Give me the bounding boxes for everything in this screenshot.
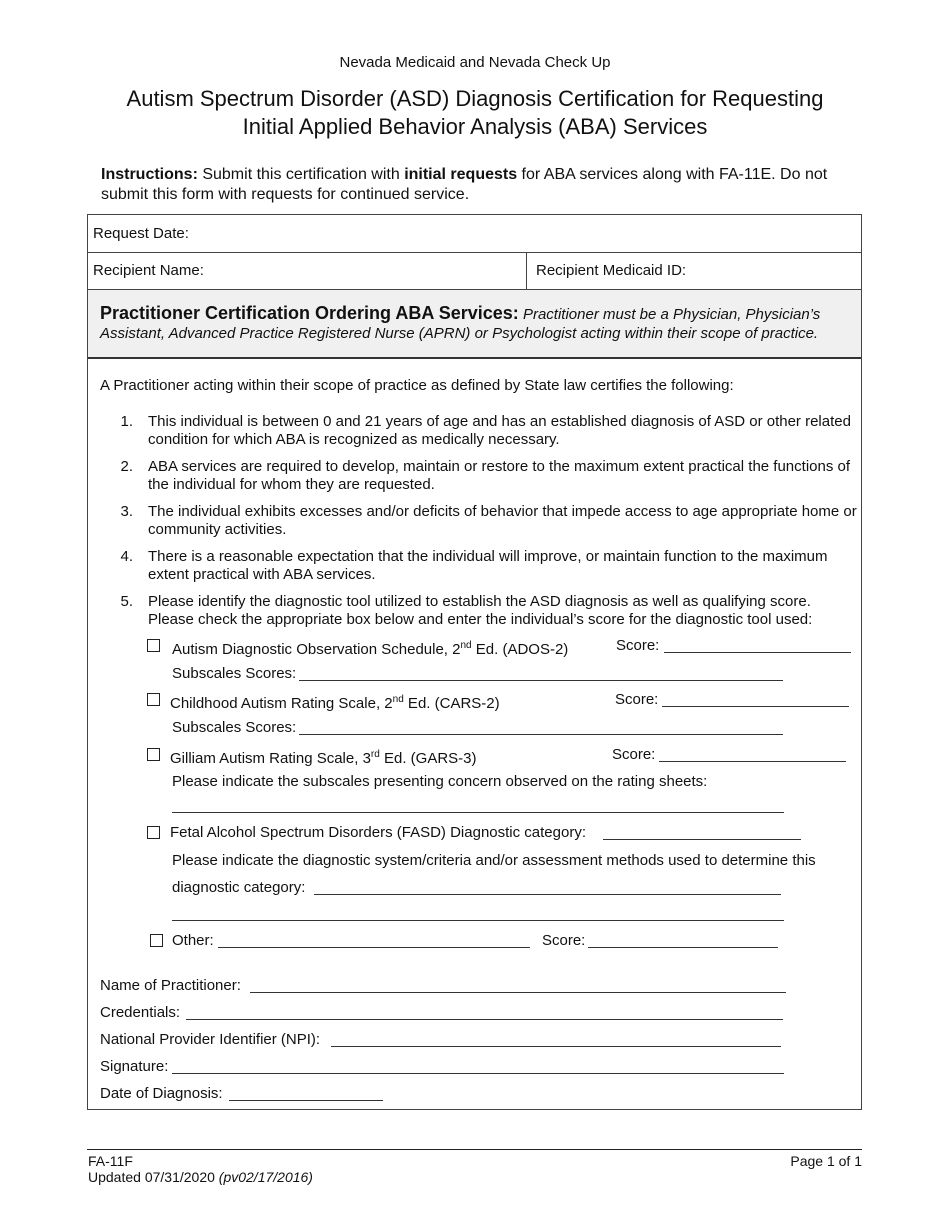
ados-score-field[interactable]	[664, 652, 851, 653]
request-date-label: Request Date:	[93, 225, 189, 242]
date-of-diagnosis-field[interactable]	[229, 1100, 383, 1101]
updated-date	[88, 1169, 313, 1185]
previous-version: (pv02/17/2016)	[218, 1169, 313, 1185]
item-number: 3.	[120, 503, 133, 520]
cars-score-field[interactable]	[662, 706, 849, 707]
practitioner-name-field[interactable]	[250, 992, 786, 993]
npi-field[interactable]	[331, 1046, 781, 1047]
gars-score-field[interactable]	[659, 761, 846, 762]
ados-name: Autism Diagnostic Observation Schedule, 2	[172, 641, 461, 658]
column-divider	[526, 252, 527, 289]
cars-label	[170, 691, 500, 713]
item-text: This individual is between 0 and 21 years of age and has an established diagnosis of ASD or other related condition for which ABA is recognized as medically necessary.	[148, 413, 851, 448]
program-name: Nevada Medicaid and Nevada Check Up	[339, 54, 611, 71]
fasd-category-field[interactable]	[603, 839, 801, 840]
form-id: FA-11F	[88, 1153, 133, 1169]
other-score-field[interactable]	[588, 947, 778, 948]
item-text: There is a reasonable expectation that the individual will improve, or maintain function to the maximum extent practical with ABA services.	[148, 548, 828, 583]
cars-subscales-label: Subscales Scores:	[172, 719, 297, 736]
instructions	[101, 165, 861, 205]
cars-name: Childhood Autism Rating Scale, 2	[170, 695, 393, 712]
certification-note: Practitioner must be a Physician, Physician’s Assistant, Advanced Practice Registered Nurse (APRN) or Psychologist acting within their scope of practice.	[100, 306, 821, 342]
other-checkbox[interactable]	[150, 934, 163, 947]
cars-score-label: Score:	[615, 691, 659, 708]
fasd-methods-field-2[interactable]	[172, 920, 784, 921]
ados-subscales-field[interactable]	[299, 680, 783, 681]
certification-text	[100, 304, 850, 343]
cars-subscales-field[interactable]	[299, 734, 783, 735]
item-number: 2.	[120, 458, 133, 475]
fasd-note: Please indicate the diagnostic system/criteria and/or assessment methods used to determine this	[172, 852, 816, 869]
title-line-1: Autism Spectrum Disorder (ASD) Diagnosis Certification for Requesting	[126, 86, 824, 111]
credentials-field[interactable]	[186, 1019, 783, 1020]
cars-checkbox[interactable]	[147, 693, 160, 706]
item-text: Please identify the diagnostic tool utilized to establish the ASD diagnosis as well as qualifying score. Please check the appropriate box below and enter the individual’s score for the diagnostic tool used:	[148, 593, 813, 628]
signature-field[interactable]	[172, 1073, 784, 1074]
gars-checkbox[interactable]	[147, 748, 160, 761]
instructions-text-2: for ABA services along with FA-11E. Do not submit this form with requests for continued service.	[101, 166, 828, 203]
ados-label	[172, 637, 568, 659]
item-number: 5.	[120, 593, 133, 610]
gars-edition: Ed. (GARS-3)	[379, 750, 477, 767]
item-number: 1.	[120, 413, 133, 430]
item-text: ABA services are required to develop, maintain or restore to the maximum extent practical the functions of the individual for whom they are requested.	[148, 458, 851, 493]
ados-score-label: Score:	[616, 637, 660, 654]
cars-ordinal: nd	[392, 694, 404, 705]
gars-subscales-field[interactable]	[172, 812, 784, 813]
date-of-diagnosis-label: Date of Diagnosis:	[100, 1085, 223, 1102]
updated-label: Updated 07/31/2020	[88, 1169, 219, 1185]
certification-heading: Practitioner Certification Ordering ABA Services:	[100, 303, 519, 323]
fasd-category-label: diagnostic category:	[172, 879, 306, 896]
ados-edition: Ed. (ADOS-2)	[471, 641, 569, 658]
instructions-label: Instructions:	[101, 166, 198, 183]
npi-label: National Provider Identifier (NPI):	[100, 1031, 321, 1048]
signature-label: Signature:	[100, 1058, 169, 1075]
cars-edition: Ed. (CARS-2)	[403, 695, 500, 712]
practitioner-name-label: Name of Practitioner:	[100, 977, 241, 994]
form-frame	[87, 214, 862, 1110]
page-number: Page 1 of 1	[790, 1153, 862, 1169]
ados-ordinal: nd	[460, 640, 472, 651]
row-divider	[88, 252, 861, 253]
gars-name: Gilliam Autism Rating Scale, 3	[170, 750, 371, 767]
fasd-methods-field[interactable]	[314, 894, 781, 895]
certification-intro: A Practitioner acting within their scope of practice as defined by State law certifies the following:	[100, 377, 734, 394]
fasd-label: Fetal Alcohol Spectrum Disorders (FASD) Diagnostic category:	[170, 824, 586, 841]
other-score-label: Score:	[542, 932, 586, 949]
title-line-2: Initial Applied Behavior Analysis (ABA) Services	[242, 114, 708, 139]
recipient-name-label: Recipient Name:	[93, 262, 204, 279]
other-label: Other:	[172, 932, 214, 949]
fasd-checkbox[interactable]	[147, 826, 160, 839]
ados-subscales-label: Subscales Scores:	[172, 665, 297, 682]
instructions-bold: initial requests	[404, 166, 518, 183]
footer-rule	[87, 1149, 862, 1150]
ados-checkbox[interactable]	[147, 639, 160, 652]
credentials-label: Credentials:	[100, 1004, 181, 1021]
item-number: 4.	[120, 548, 133, 565]
gars-ordinal: rd	[370, 749, 380, 760]
recipient-id-label: Recipient Medicaid ID:	[536, 262, 687, 279]
gars-subscales-note: Please indicate the subscales presenting concern observed on the rating sheets:	[172, 773, 708, 790]
gars-label	[170, 746, 477, 768]
item-text: The individual exhibits excesses and/or deficits of behavior that impede access to age appropriate home or community activities.	[148, 503, 857, 538]
form-title	[0, 85, 950, 141]
other-field[interactable]	[218, 947, 530, 948]
certification-header	[88, 289, 861, 359]
gars-score-label: Score:	[612, 746, 656, 763]
instructions-text-1: Submit this certification with	[197, 166, 405, 183]
